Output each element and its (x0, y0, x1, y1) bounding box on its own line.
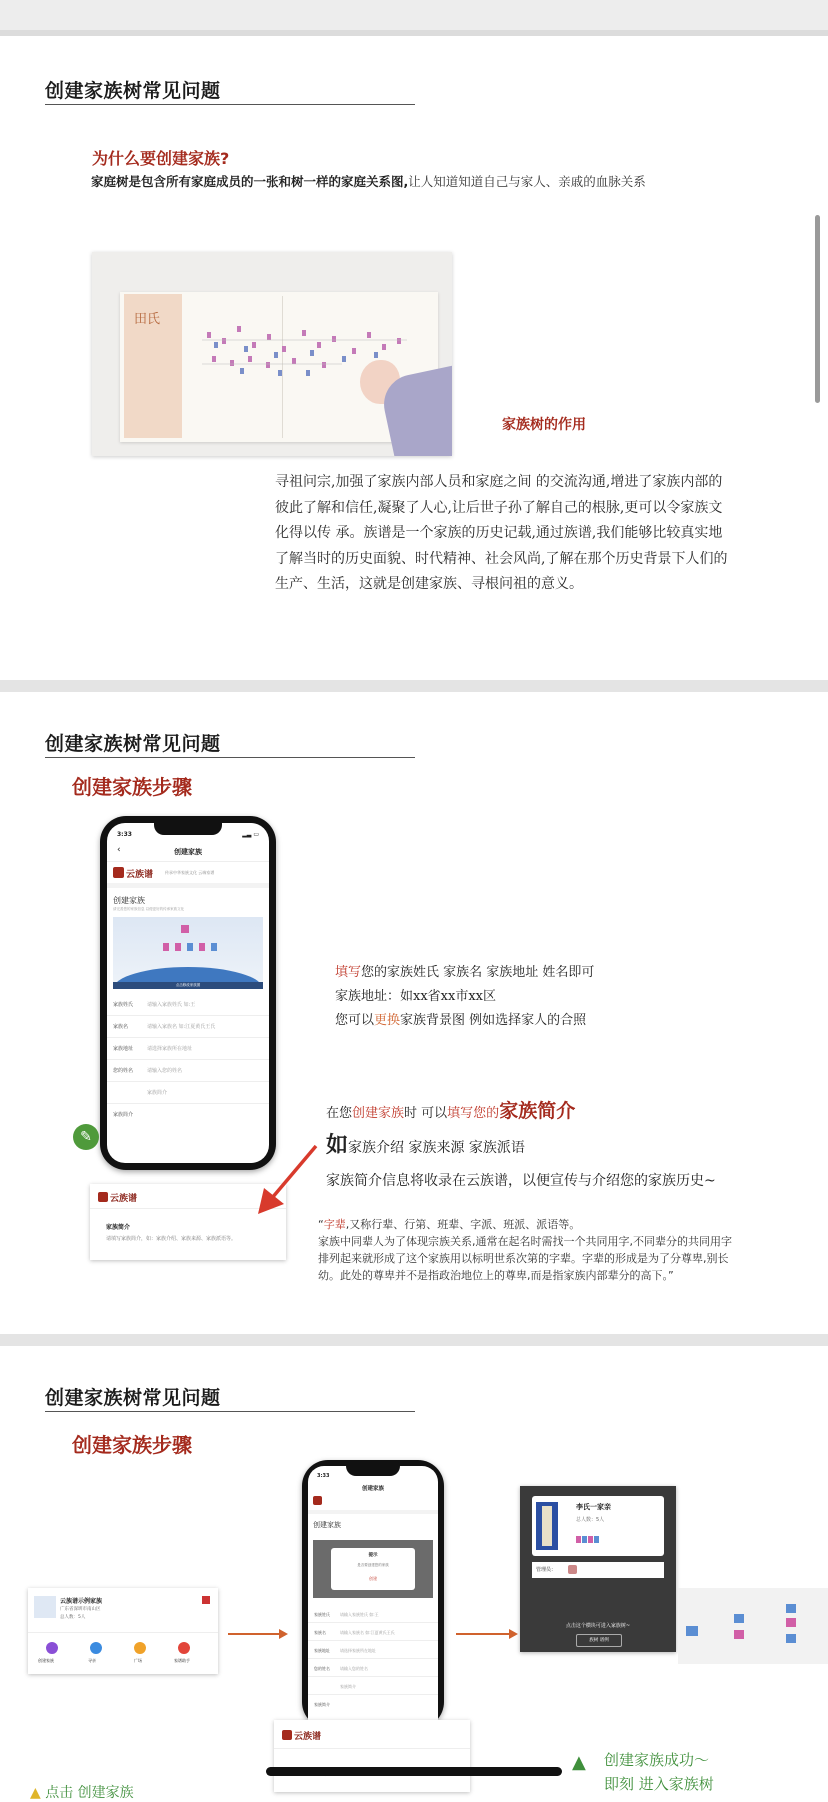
fill-line: 家族地址：如xx省xx市xx区 (335, 989, 496, 1004)
intro-examples: 如家族介绍 家族来源 家族派语 (326, 1132, 525, 1158)
status-time: 3:33 (117, 831, 132, 838)
phone-mockup: 3:33 创建家族 创建家族 提示 是否要创建您的家族 创建 家族姓氏 请输入家族姓氏 如:王 家族名 请输入家族名 如:江夏黄氏王氏 家族地址 请选择家族所在地址 您的姓名 请输入您的姓名 家族简介 家族简介 (302, 1460, 444, 1728)
home-card (28, 1588, 218, 1674)
result-family-title: 李氏一家亲 (576, 1503, 611, 1511)
success-line: 创建家族成功～ (604, 1751, 710, 1769)
create-family-icon[interactable] (46, 1642, 58, 1654)
enter-tree-button[interactable]: 族树 谱例 (576, 1634, 622, 1647)
search-relative-icon[interactable] (90, 1642, 102, 1654)
family-thumbnail (34, 1596, 56, 1618)
card-brand: 云族谱 (294, 1732, 322, 1742)
answer-rest: 让人知道知道自己与家人、亲戚的血脉关系 (408, 174, 646, 189)
role-line: 了解当时的历史面貌、时代精神、社会风尚,了解在那个历史背景下人们的 (275, 550, 728, 567)
menu-label: 创建家族 (38, 1658, 54, 1663)
success-line: 即刻 进入家族树 (604, 1775, 714, 1793)
intro-big: 家族简介 (499, 1100, 576, 1122)
logo-icon (282, 1730, 292, 1740)
scrollbar[interactable] (815, 215, 820, 403)
fill-line: 您可以更换家族背景图 例如选择家人的合照 (335, 1013, 587, 1028)
home-indicator[interactable] (266, 1767, 562, 1776)
card-placeholder[interactable]: 请填写家族简介，如：家族介绍、家族来源、家族派语等。 (106, 1236, 237, 1242)
family-book-icon (536, 1502, 558, 1550)
role-line: 寻祖问宗,加强了家族内部人员和家庭之间 的交流沟通,增进了家族内部的 (275, 474, 723, 490)
role-line: 彼此了解和信任,凝聚了人心,让后世子孙了解自己的根脉,更可以令家族文 (275, 499, 723, 516)
result-tip: 点击这个横块可进入家族树~ (565, 1623, 631, 1629)
confirm-dialog (331, 1548, 415, 1590)
avatar-row (576, 1528, 616, 1536)
role-line: 生产、生活，这就是创建家族、寻根问祖的意义。 (275, 576, 583, 592)
card-field-label: 家族简介 (106, 1224, 131, 1231)
form-heading: 创建家族 (113, 896, 145, 905)
family-entry[interactable] (532, 1496, 664, 1556)
brand-slogan: 传承中华家族文化 云端家谱 (165, 870, 215, 875)
role-line: 化得以传 承。族谱是一个家族的历史记载,通过族谱,我们能够比较真实地 (275, 525, 723, 541)
tree-preview (678, 1588, 828, 1664)
title-underline (45, 1411, 415, 1412)
form-row[interactable]: 家族简介 (113, 1112, 134, 1118)
photo-label: 田氏 (134, 312, 161, 327)
left-bottom-text: ▲ 点击 创建家族 (30, 1785, 134, 1801)
section-title: 创建家族树常见问题 (45, 80, 221, 102)
title-underline (45, 104, 415, 105)
nav-title: 创建家族 (174, 848, 202, 856)
form-fields (107, 993, 269, 1143)
success-text (604, 1748, 714, 1796)
form-row[interactable]: 家族简介 (107, 1081, 269, 1104)
edit-icon[interactable]: ✎ (73, 1124, 99, 1150)
dialog-overlay (313, 1540, 433, 1598)
success-triangle-icon: ▲ (572, 1752, 586, 1773)
zibei-quote: “字辈,又称行辈、行第、班辈、字派、班派、派语等。 家族中同辈人为了体现宗族关系,通常在起名时需找一个共同用字,不同辈分的共同用字 排列起来就形成了这个家族用以标明世系次第的字辈。字辈的形成是为了分尊卑,别长 幼。此处的尊卑并不是指政治地位上的尊卑,而是指家族内部辈分的高下。” (318, 1218, 732, 1282)
menu-label: 寻亲 (88, 1658, 96, 1663)
arrow-line (456, 1633, 510, 1635)
family-count: 总人数：5人 (60, 1615, 86, 1620)
steps-heading: 创建家族步骤 (72, 775, 192, 799)
badge-icon (202, 1596, 210, 1604)
role-paragraph (275, 470, 727, 598)
battery-icon: ▂▃ ▭ (242, 831, 259, 838)
avatar (568, 1565, 577, 1574)
result-count: 总人数：5人 (576, 1517, 605, 1523)
intro-desc: 家族简介信息将收录在云族谱，以便宣传与介绍您的家族历史~ (326, 1173, 716, 1189)
back-icon[interactable]: ‹ (117, 845, 121, 855)
steps-heading: 创建家族步骤 (72, 1433, 192, 1457)
red-arrow-icon (250, 1140, 322, 1218)
form-row[interactable]: 您的姓名 请输入您的姓名 (107, 1059, 269, 1082)
role-heading: 家族树的作用 (502, 417, 586, 433)
arrow-right-icon (509, 1629, 518, 1639)
arrow-right-icon (279, 1629, 288, 1639)
nav-title: 创建家族 (361, 1486, 384, 1492)
logo-icon (98, 1192, 108, 1202)
section-title: 创建家族树常见问题 (45, 1387, 221, 1409)
family-address: 广东省深圳市南山区 (60, 1607, 101, 1612)
menu-label: 家谱助手 (174, 1658, 190, 1663)
title-underline (45, 757, 415, 758)
question-heading: 为什么要创建家族? (92, 149, 230, 168)
status-time: 3:33 (317, 1473, 330, 1479)
form-row[interactable]: 家族地址 请选择家族所在地址 (107, 1037, 269, 1060)
form-subtitle: 请完善您的家族信息 以便更好的传承家族文化 (113, 907, 185, 911)
result-card (520, 1486, 676, 1652)
plaza-icon[interactable] (134, 1642, 146, 1654)
manager-label: 管理员： (536, 1567, 557, 1573)
fill-line: 填写您的家族姓氏 家族名 家族地址 姓名即可 (335, 965, 595, 980)
banner-caption: 点击修改家族图 (113, 982, 263, 989)
form-row[interactable]: 家族姓氏 请输入家族姓氏 如:王 (107, 993, 269, 1016)
dialog-title: 提示 (368, 1553, 378, 1558)
brand-name: 云族谱 (126, 870, 154, 880)
card-brand: 云族谱 (110, 1194, 138, 1204)
phone-mockup (100, 816, 276, 1170)
dialog-confirm-button[interactable]: 创建 (369, 1576, 377, 1581)
menu-label: 广场 (134, 1658, 142, 1663)
dialog-text: 是否要创建您的家族 (357, 1563, 389, 1567)
answer-text (91, 172, 646, 190)
family-tree-photo (92, 252, 452, 456)
intro-card (274, 1720, 470, 1792)
intro-line: 在您创建家族时 可以填写您的家族简介 (326, 1100, 576, 1122)
section-title: 创建家族树常见问题 (45, 733, 221, 755)
logo-icon (313, 1496, 322, 1505)
form-row[interactable]: 家族名 请输入家族名 如:江夏黄氏王氏 (107, 1015, 269, 1038)
arrow-line (228, 1633, 280, 1635)
assistant-icon[interactable] (178, 1642, 190, 1654)
family-name: 云族谱示例家族 (60, 1598, 103, 1605)
form-heading: 创建家族 (313, 1521, 341, 1529)
logo-icon (113, 867, 124, 878)
fill-instructions (335, 961, 594, 1033)
family-banner[interactable] (113, 917, 263, 989)
answer-bold: 家庭树是包含所有家庭成员的一张和树一样的家庭关系图, (91, 174, 409, 189)
